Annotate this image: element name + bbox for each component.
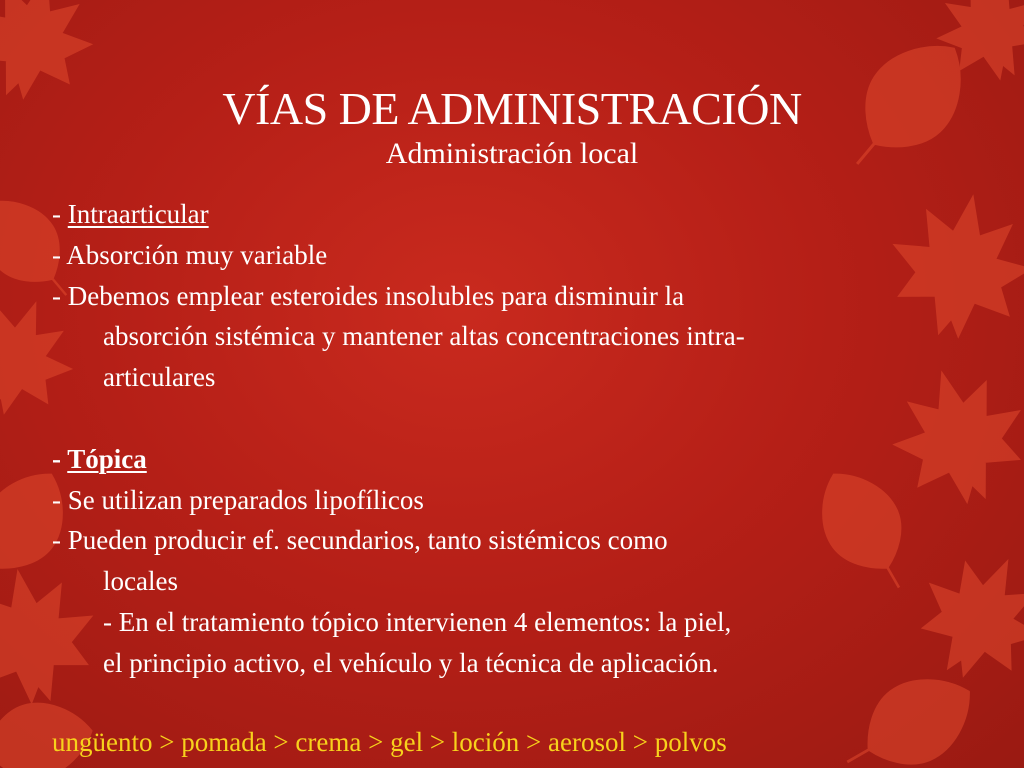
list-item — [52, 194, 992, 235]
bullet-dash: - — [52, 199, 68, 229]
list-item: - Absorción muy variable — [52, 239, 328, 270]
list-item: - Pueden producir ef. secundarios, tanto sistémicos como — [52, 525, 668, 556]
section-heading-intraarticular: Intraarticular — [67, 199, 209, 229]
list-item-continuation: el principio activo, el vehículo y la técnica de aplicación. — [103, 647, 719, 678]
formulation-order: ungüento > pomada > crema > gel > loción > aerosol > polvos — [52, 727, 727, 757]
list-item: - Se utilizan preparados lipofílicos — [52, 484, 424, 515]
list-item-continuation: articulares — [103, 362, 216, 393]
list-item-continuation: locales — [103, 566, 178, 597]
list-item-continuation: absorción sistémica y mantener altas concentraciones intra- — [103, 321, 745, 352]
spacer — [52, 398, 992, 439]
list-item: - Debemos emplear esteroides insolubles para disminuir la — [52, 280, 685, 311]
slide-body — [52, 194, 992, 684]
slide-subtitle: Administración local — [385, 137, 639, 170]
section-heading-topica: Tópica — [67, 443, 147, 474]
bullet-dash: - — [52, 443, 68, 474]
slide-title: VÍAS DE ADMINISTRACIÓN — [222, 83, 802, 134]
list-item — [52, 439, 992, 480]
list-item-continuation: - En el tratamiento tópico intervienen 4 elementos: la piel, — [103, 606, 732, 637]
